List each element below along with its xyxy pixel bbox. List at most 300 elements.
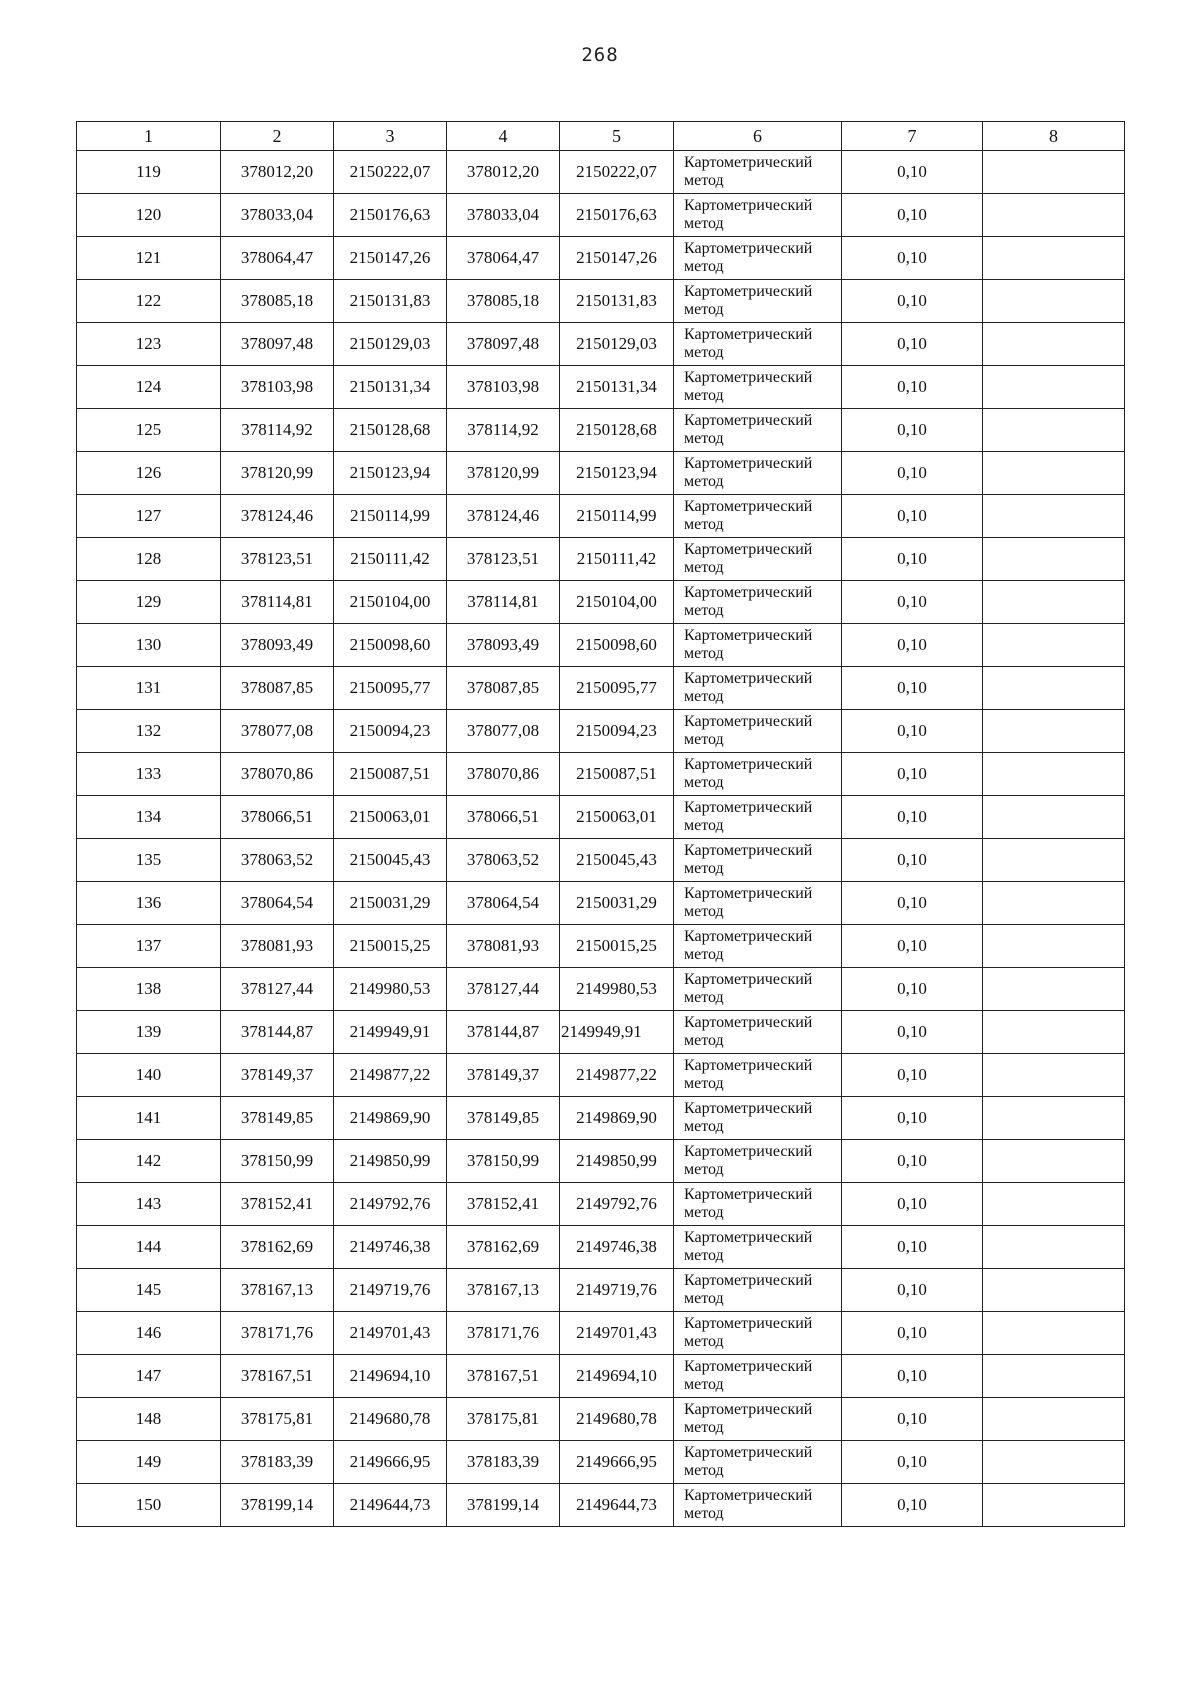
method-cell: Картометрический метод	[674, 1183, 842, 1226]
accuracy-cell: 0,10	[842, 1183, 983, 1226]
y-coord-cell: 2150104,00	[334, 581, 447, 624]
y-coord-cell: 2150087,51	[334, 753, 447, 796]
x-coord-cell: 378085,18	[221, 280, 334, 323]
x-coord-cell: 378093,49	[447, 624, 560, 667]
note-cell	[983, 968, 1125, 1011]
method-cell: Картометрический метод	[674, 1312, 842, 1355]
column-header: 2	[221, 122, 334, 151]
table-row	[77, 968, 1125, 1011]
x-coord-cell: 378167,13	[221, 1269, 334, 1312]
table-row	[77, 753, 1125, 796]
accuracy-cell: 0,10	[842, 968, 983, 1011]
method-cell: Картометрический метод	[674, 323, 842, 366]
accuracy-cell: 0,10	[842, 1226, 983, 1269]
y-coord-cell: 2149746,38	[334, 1226, 447, 1269]
accuracy-cell: 0,10	[842, 1011, 983, 1054]
note-cell	[983, 323, 1125, 366]
method-cell: Картометрический метод	[674, 1226, 842, 1269]
method-cell: Картометрический метод	[674, 581, 842, 624]
y-coord-cell: 2150129,03	[334, 323, 447, 366]
y-coord-cell: 2149949,91	[560, 1011, 674, 1054]
y-coord-cell: 2149746,38	[560, 1226, 674, 1269]
accuracy-cell: 0,10	[842, 151, 983, 194]
x-coord-cell: 378123,51	[221, 538, 334, 581]
y-coord-cell: 2150098,60	[560, 624, 674, 667]
note-cell	[983, 1398, 1125, 1441]
y-coord-cell: 2150222,07	[334, 151, 447, 194]
table-row	[77, 882, 1125, 925]
x-coord-cell: 378087,85	[221, 667, 334, 710]
x-coord-cell: 378077,08	[447, 710, 560, 753]
accuracy-cell: 0,10	[842, 624, 983, 667]
note-cell	[983, 366, 1125, 409]
point-number-cell: 145	[77, 1269, 221, 1312]
x-coord-cell: 378012,20	[221, 151, 334, 194]
accuracy-cell: 0,10	[842, 495, 983, 538]
y-coord-cell: 2150111,42	[560, 538, 674, 581]
x-coord-cell: 378152,41	[221, 1183, 334, 1226]
point-number-cell: 148	[77, 1398, 221, 1441]
y-coord-cell: 2149644,73	[560, 1484, 674, 1527]
x-coord-cell: 378127,44	[447, 968, 560, 1011]
x-coord-cell: 378183,39	[447, 1441, 560, 1484]
table-row	[77, 194, 1125, 237]
y-coord-cell: 2150031,29	[560, 882, 674, 925]
y-coord-cell: 2149980,53	[334, 968, 447, 1011]
x-coord-cell: 378149,85	[447, 1097, 560, 1140]
x-coord-cell: 378012,20	[447, 151, 560, 194]
x-coord-cell: 378081,93	[447, 925, 560, 968]
table-row	[77, 538, 1125, 581]
table-row	[77, 624, 1125, 667]
y-coord-cell: 2149666,95	[560, 1441, 674, 1484]
note-cell	[983, 1269, 1125, 1312]
y-coord-cell: 2149701,43	[334, 1312, 447, 1355]
point-number-cell: 144	[77, 1226, 221, 1269]
note-cell	[983, 237, 1125, 280]
accuracy-cell: 0,10	[842, 1398, 983, 1441]
x-coord-cell: 378063,52	[447, 839, 560, 882]
method-cell: Картометрический метод	[674, 237, 842, 280]
x-coord-cell: 378085,18	[447, 280, 560, 323]
x-coord-cell: 378114,92	[221, 409, 334, 452]
point-number-cell: 120	[77, 194, 221, 237]
accuracy-cell: 0,10	[842, 581, 983, 624]
note-cell	[983, 882, 1125, 925]
method-cell: Картометрический метод	[674, 753, 842, 796]
coordinates-table	[76, 121, 1125, 1527]
y-coord-cell: 2149719,76	[334, 1269, 447, 1312]
method-cell: Картометрический метод	[674, 495, 842, 538]
point-number-cell: 140	[77, 1054, 221, 1097]
x-coord-cell: 378081,93	[221, 925, 334, 968]
point-number-cell: 129	[77, 581, 221, 624]
point-number-cell: 126	[77, 452, 221, 495]
note-cell	[983, 667, 1125, 710]
x-coord-cell: 378064,47	[221, 237, 334, 280]
point-number-cell: 147	[77, 1355, 221, 1398]
accuracy-cell: 0,10	[842, 753, 983, 796]
y-coord-cell: 2150015,25	[334, 925, 447, 968]
method-cell: Картометрический метод	[674, 1355, 842, 1398]
note-cell	[983, 1140, 1125, 1183]
column-header: 6	[674, 122, 842, 151]
table-row	[77, 323, 1125, 366]
y-coord-cell: 2150114,99	[334, 495, 447, 538]
column-header: 4	[447, 122, 560, 151]
accuracy-cell: 0,10	[842, 452, 983, 495]
method-cell: Картометрический метод	[674, 796, 842, 839]
column-header: 5	[560, 122, 674, 151]
point-number-cell: 141	[77, 1097, 221, 1140]
point-number-cell: 131	[77, 667, 221, 710]
method-cell: Картометрический метод	[674, 624, 842, 667]
table-row	[77, 409, 1125, 452]
note-cell	[983, 1226, 1125, 1269]
column-header: 8	[983, 122, 1125, 151]
note-cell	[983, 581, 1125, 624]
y-coord-cell: 2149980,53	[560, 968, 674, 1011]
point-number-cell: 139	[77, 1011, 221, 1054]
x-coord-cell: 378149,37	[447, 1054, 560, 1097]
y-coord-cell: 2149869,90	[334, 1097, 447, 1140]
method-cell: Картометрический метод	[674, 151, 842, 194]
x-coord-cell: 378150,99	[221, 1140, 334, 1183]
table-row	[77, 1054, 1125, 1097]
note-cell	[983, 1054, 1125, 1097]
table-row	[77, 710, 1125, 753]
page-number: 268	[581, 44, 619, 66]
x-coord-cell: 378123,51	[447, 538, 560, 581]
y-coord-cell: 2150095,77	[560, 667, 674, 710]
x-coord-cell: 378152,41	[447, 1183, 560, 1226]
x-coord-cell: 378097,48	[221, 323, 334, 366]
point-number-cell: 127	[77, 495, 221, 538]
y-coord-cell: 2150094,23	[334, 710, 447, 753]
accuracy-cell: 0,10	[842, 925, 983, 968]
method-cell: Картометрический метод	[674, 882, 842, 925]
method-cell: Картометрический метод	[674, 968, 842, 1011]
x-coord-cell: 378167,51	[447, 1355, 560, 1398]
note-cell	[983, 753, 1125, 796]
accuracy-cell: 0,10	[842, 323, 983, 366]
y-coord-cell: 2150123,94	[334, 452, 447, 495]
point-number-cell: 128	[77, 538, 221, 581]
table-row	[77, 925, 1125, 968]
table-row	[77, 1441, 1125, 1484]
method-cell: Картометрический метод	[674, 1484, 842, 1527]
x-coord-cell: 378149,85	[221, 1097, 334, 1140]
accuracy-cell: 0,10	[842, 1312, 983, 1355]
point-number-cell: 143	[77, 1183, 221, 1226]
y-coord-cell: 2149719,76	[560, 1269, 674, 1312]
y-coord-cell: 2150222,07	[560, 151, 674, 194]
y-coord-cell: 2150176,63	[560, 194, 674, 237]
point-number-cell: 138	[77, 968, 221, 1011]
accuracy-cell: 0,10	[842, 538, 983, 581]
x-coord-cell: 378171,76	[447, 1312, 560, 1355]
note-cell	[983, 495, 1125, 538]
method-cell: Картометрический метод	[674, 1441, 842, 1484]
accuracy-cell: 0,10	[842, 796, 983, 839]
y-coord-cell: 2149850,99	[560, 1140, 674, 1183]
column-header: 7	[842, 122, 983, 151]
accuracy-cell: 0,10	[842, 280, 983, 323]
note-cell	[983, 1183, 1125, 1226]
note-cell	[983, 1355, 1125, 1398]
y-coord-cell: 2150031,29	[334, 882, 447, 925]
x-coord-cell: 378175,81	[221, 1398, 334, 1441]
y-coord-cell: 2150045,43	[560, 839, 674, 882]
table-row	[77, 1183, 1125, 1226]
y-coord-cell: 2150147,26	[334, 237, 447, 280]
note-cell	[983, 194, 1125, 237]
x-coord-cell: 378127,44	[221, 968, 334, 1011]
y-coord-cell: 2149792,76	[560, 1183, 674, 1226]
x-coord-cell: 378167,13	[447, 1269, 560, 1312]
x-coord-cell: 378175,81	[447, 1398, 560, 1441]
accuracy-cell: 0,10	[842, 366, 983, 409]
x-coord-cell: 378162,69	[221, 1226, 334, 1269]
x-coord-cell: 378167,51	[221, 1355, 334, 1398]
method-cell: Картометрический метод	[674, 452, 842, 495]
y-coord-cell: 2150015,25	[560, 925, 674, 968]
table-row	[77, 1484, 1125, 1527]
y-coord-cell: 2150128,68	[560, 409, 674, 452]
note-cell	[983, 839, 1125, 882]
x-coord-cell: 378070,86	[447, 753, 560, 796]
column-header: 3	[334, 122, 447, 151]
x-coord-cell: 378124,46	[221, 495, 334, 538]
x-coord-cell: 378070,86	[221, 753, 334, 796]
y-coord-cell: 2150063,01	[560, 796, 674, 839]
y-coord-cell: 2150131,34	[334, 366, 447, 409]
x-coord-cell: 378033,04	[221, 194, 334, 237]
x-coord-cell: 378097,48	[447, 323, 560, 366]
note-cell	[983, 151, 1125, 194]
table-row	[77, 667, 1125, 710]
method-cell: Картометрический метод	[674, 1054, 842, 1097]
point-number-cell: 130	[77, 624, 221, 667]
note-cell	[983, 1097, 1125, 1140]
y-coord-cell: 2150123,94	[560, 452, 674, 495]
method-cell: Картометрический метод	[674, 1269, 842, 1312]
note-cell	[983, 1484, 1125, 1527]
x-coord-cell: 378087,85	[447, 667, 560, 710]
column-header: 1	[77, 122, 221, 151]
y-coord-cell: 2149644,73	[334, 1484, 447, 1527]
x-coord-cell: 378114,92	[447, 409, 560, 452]
x-coord-cell: 378114,81	[221, 581, 334, 624]
method-cell: Картометрический метод	[674, 1398, 842, 1441]
x-coord-cell: 378114,81	[447, 581, 560, 624]
accuracy-cell: 0,10	[842, 237, 983, 280]
y-coord-cell: 2150131,34	[560, 366, 674, 409]
point-number-cell: 142	[77, 1140, 221, 1183]
y-coord-cell: 2149666,95	[334, 1441, 447, 1484]
x-coord-cell: 378144,87	[447, 1011, 560, 1054]
y-coord-cell: 2149694,10	[334, 1355, 447, 1398]
y-coord-cell: 2150128,68	[334, 409, 447, 452]
table-row	[77, 366, 1125, 409]
note-cell	[983, 409, 1125, 452]
method-cell: Картометрический метод	[674, 710, 842, 753]
x-coord-cell: 378033,04	[447, 194, 560, 237]
point-number-cell: 119	[77, 151, 221, 194]
x-coord-cell: 378199,14	[221, 1484, 334, 1527]
note-cell	[983, 1011, 1125, 1054]
accuracy-cell: 0,10	[842, 1355, 983, 1398]
y-coord-cell: 2150104,00	[560, 581, 674, 624]
x-coord-cell: 378120,99	[447, 452, 560, 495]
method-cell: Картометрический метод	[674, 667, 842, 710]
y-coord-cell: 2149680,78	[560, 1398, 674, 1441]
y-coord-cell: 2149680,78	[334, 1398, 447, 1441]
accuracy-cell: 0,10	[842, 667, 983, 710]
y-coord-cell: 2150147,26	[560, 237, 674, 280]
x-coord-cell: 378064,54	[447, 882, 560, 925]
point-number-cell: 132	[77, 710, 221, 753]
x-coord-cell: 378149,37	[221, 1054, 334, 1097]
y-coord-cell: 2150129,03	[560, 323, 674, 366]
table-row	[77, 1140, 1125, 1183]
note-cell	[983, 538, 1125, 581]
y-coord-cell: 2149949,91	[334, 1011, 447, 1054]
y-coord-cell: 2150087,51	[560, 753, 674, 796]
table-row	[77, 1097, 1125, 1140]
table-header-row	[77, 122, 1125, 151]
method-cell: Картометрический метод	[674, 280, 842, 323]
point-number-cell: 135	[77, 839, 221, 882]
table-row	[77, 1269, 1125, 1312]
table-row	[77, 581, 1125, 624]
y-coord-cell: 2149877,22	[334, 1054, 447, 1097]
table-row	[77, 452, 1125, 495]
accuracy-cell: 0,10	[842, 1140, 983, 1183]
table-row	[77, 1226, 1125, 1269]
y-coord-cell: 2149792,76	[334, 1183, 447, 1226]
accuracy-cell: 0,10	[842, 1269, 983, 1312]
y-coord-cell: 2150131,83	[334, 280, 447, 323]
x-coord-cell: 378150,99	[447, 1140, 560, 1183]
note-cell	[983, 624, 1125, 667]
method-cell: Картометрический метод	[674, 839, 842, 882]
table-row	[77, 1355, 1125, 1398]
point-number-cell: 122	[77, 280, 221, 323]
accuracy-cell: 0,10	[842, 1097, 983, 1140]
table-row	[77, 151, 1125, 194]
note-cell	[983, 925, 1125, 968]
y-coord-cell: 2150111,42	[334, 538, 447, 581]
point-number-cell: 149	[77, 1441, 221, 1484]
x-coord-cell: 378103,98	[221, 366, 334, 409]
x-coord-cell: 378064,47	[447, 237, 560, 280]
method-cell: Картометрический метод	[674, 1140, 842, 1183]
y-coord-cell: 2149850,99	[334, 1140, 447, 1183]
method-cell: Картометрический метод	[674, 1011, 842, 1054]
y-coord-cell: 2150063,01	[334, 796, 447, 839]
point-number-cell: 121	[77, 237, 221, 280]
note-cell	[983, 280, 1125, 323]
y-coord-cell: 2150098,60	[334, 624, 447, 667]
table-row	[77, 495, 1125, 538]
point-number-cell: 125	[77, 409, 221, 452]
x-coord-cell: 378066,51	[221, 796, 334, 839]
y-coord-cell: 2150131,83	[560, 280, 674, 323]
accuracy-cell: 0,10	[842, 194, 983, 237]
y-coord-cell: 2150114,99	[560, 495, 674, 538]
x-coord-cell: 378120,99	[221, 452, 334, 495]
y-coord-cell: 2149694,10	[560, 1355, 674, 1398]
table-row	[77, 1011, 1125, 1054]
x-coord-cell: 378103,98	[447, 366, 560, 409]
point-number-cell: 137	[77, 925, 221, 968]
method-cell: Картометрический метод	[674, 538, 842, 581]
table-row	[77, 839, 1125, 882]
x-coord-cell: 378063,52	[221, 839, 334, 882]
x-coord-cell: 378162,69	[447, 1226, 560, 1269]
method-cell: Картометрический метод	[674, 366, 842, 409]
table-row	[77, 1398, 1125, 1441]
y-coord-cell: 2150045,43	[334, 839, 447, 882]
x-coord-cell: 378066,51	[447, 796, 560, 839]
point-number-cell: 123	[77, 323, 221, 366]
accuracy-cell: 0,10	[842, 839, 983, 882]
x-coord-cell: 378183,39	[221, 1441, 334, 1484]
point-number-cell: 124	[77, 366, 221, 409]
method-cell: Картометрический метод	[674, 925, 842, 968]
point-number-cell: 150	[77, 1484, 221, 1527]
y-coord-cell: 2149701,43	[560, 1312, 674, 1355]
note-cell	[983, 710, 1125, 753]
x-coord-cell: 378171,76	[221, 1312, 334, 1355]
table-row	[77, 1312, 1125, 1355]
method-cell: Картометрический метод	[674, 1097, 842, 1140]
table-row	[77, 237, 1125, 280]
accuracy-cell: 0,10	[842, 882, 983, 925]
accuracy-cell: 0,10	[842, 1054, 983, 1097]
x-coord-cell: 378144,87	[221, 1011, 334, 1054]
accuracy-cell: 0,10	[842, 710, 983, 753]
accuracy-cell: 0,10	[842, 1484, 983, 1527]
x-coord-cell: 378077,08	[221, 710, 334, 753]
note-cell	[983, 1312, 1125, 1355]
point-number-cell: 146	[77, 1312, 221, 1355]
y-coord-cell: 2150094,23	[560, 710, 674, 753]
method-cell: Картометрический метод	[674, 194, 842, 237]
note-cell	[983, 796, 1125, 839]
point-number-cell: 134	[77, 796, 221, 839]
x-coord-cell: 378124,46	[447, 495, 560, 538]
note-cell	[983, 452, 1125, 495]
x-coord-cell: 378199,14	[447, 1484, 560, 1527]
x-coord-cell: 378064,54	[221, 882, 334, 925]
y-coord-cell: 2150095,77	[334, 667, 447, 710]
method-cell: Картометрический метод	[674, 409, 842, 452]
accuracy-cell: 0,10	[842, 409, 983, 452]
y-coord-cell: 2149877,22	[560, 1054, 674, 1097]
x-coord-cell: 378093,49	[221, 624, 334, 667]
table-body	[77, 151, 1125, 1527]
point-number-cell: 133	[77, 753, 221, 796]
note-cell	[983, 1441, 1125, 1484]
table-row	[77, 796, 1125, 839]
accuracy-cell: 0,10	[842, 1441, 983, 1484]
table-row	[77, 280, 1125, 323]
y-coord-cell: 2149869,90	[560, 1097, 674, 1140]
y-coord-cell: 2150176,63	[334, 194, 447, 237]
point-number-cell: 136	[77, 882, 221, 925]
